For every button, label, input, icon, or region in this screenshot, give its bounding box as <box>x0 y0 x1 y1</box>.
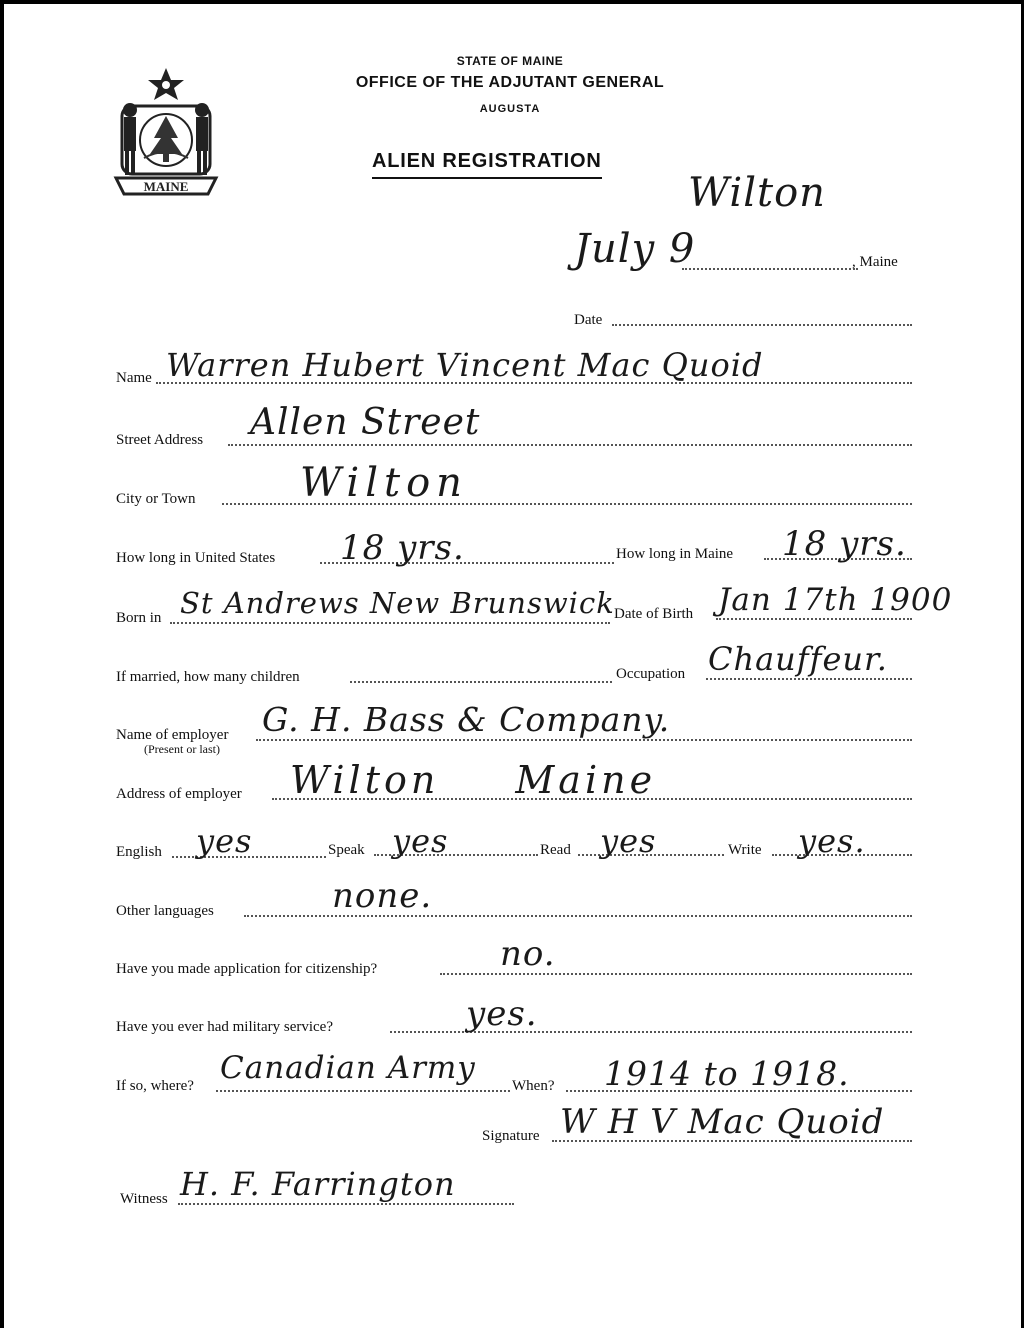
entry-read: yes <box>600 822 657 860</box>
label-how-long-us: How long in United States <box>116 550 276 566</box>
label-maine: , Maine <box>852 254 898 270</box>
seal-text: MAINE <box>143 179 189 194</box>
where-line <box>216 1090 510 1092</box>
born-in-line <box>170 622 610 624</box>
entry-date-of-birth: Jan 17th 1900 <box>718 582 953 618</box>
entry-when: 1914 to 1918. <box>604 1054 850 1093</box>
label-date: Date <box>574 312 603 328</box>
street-address-line <box>228 444 912 446</box>
state-seal-scroll <box>108 66 224 200</box>
form-title: ALIEN REGISTRATION <box>372 150 602 179</box>
entry-town: Wilton <box>688 170 826 216</box>
children-line <box>350 681 612 683</box>
date-line <box>612 324 912 326</box>
employer-name-line <box>256 739 912 741</box>
entry-how-long-us: 18 yrs. <box>340 528 465 568</box>
header-office: OFFICE OF THE ADJUTANT GENERAL <box>355 74 665 91</box>
entry-where: Canadian Army <box>220 1050 476 1086</box>
label-write: Write <box>728 842 762 858</box>
label-how-long-maine: How long in Maine <box>616 546 734 562</box>
scan-border-top <box>0 0 1024 4</box>
entry-citizenship: no. <box>500 934 556 974</box>
occupation-line <box>706 678 912 680</box>
entry-witness: H. F. Farrington <box>180 1165 456 1203</box>
entry-street-address: Allen Street <box>250 402 481 443</box>
entry-signature: W H V Mac Quoid <box>560 1102 885 1142</box>
entry-occupation: Chauffeur. <box>708 640 888 678</box>
entry-name: Warren Hubert Vincent Mac Quoid <box>166 346 764 384</box>
label-name: Name <box>116 370 152 386</box>
date-of-birth-line <box>716 618 912 620</box>
entry-born-in: St Andrews New Brunswick <box>180 586 615 620</box>
label-signature: Signature <box>482 1128 540 1144</box>
scan-border-left <box>0 0 4 1328</box>
label-witness: Witness <box>120 1191 168 1207</box>
label-other-languages: Other languages <box>116 903 214 919</box>
label-children: If married, how many children <box>116 669 300 685</box>
label-where: If so, where? <box>116 1078 194 1094</box>
label-military: Have you ever had military service? <box>116 1019 333 1035</box>
entry-employer-name: G. H. Bass & Company. <box>262 700 671 739</box>
town-line <box>682 268 858 270</box>
label-speak: Speak <box>328 842 365 858</box>
label-citizenship: Have you made application for citizenship? <box>116 961 378 977</box>
label-when: When? <box>512 1078 555 1094</box>
entry-city-or-town: Wilton <box>300 460 468 506</box>
entry-other-languages: none. <box>332 876 433 916</box>
label-date-of-birth: Date of Birth <box>614 606 694 622</box>
label-english: English <box>116 844 162 860</box>
entry-military: yes. <box>466 994 538 1034</box>
header-city: AUGUSTA <box>479 103 541 115</box>
entry-employer-address: Wilton Maine <box>290 758 657 802</box>
entry-speak: yes <box>392 822 449 860</box>
label-read: Read <box>540 842 571 858</box>
entry-english: yes <box>196 822 253 860</box>
label-born-in: Born in <box>116 610 162 626</box>
label-employer-note: (Present or last) <box>144 742 220 756</box>
label-street-address: Street Address <box>116 432 204 448</box>
witness-line <box>178 1203 514 1205</box>
label-employer-address: Address of employer <box>116 786 242 802</box>
header-state: STATE OF MAINE <box>456 54 564 68</box>
entry-how-long-maine: 18 yrs. <box>782 524 907 564</box>
label-city-or-town: City or Town <box>116 491 196 507</box>
label-occupation: Occupation <box>616 666 686 682</box>
label-employer-name: Name of employer <box>116 727 229 743</box>
entry-write: yes. <box>798 822 866 860</box>
entry-date: July 9 <box>574 226 696 272</box>
